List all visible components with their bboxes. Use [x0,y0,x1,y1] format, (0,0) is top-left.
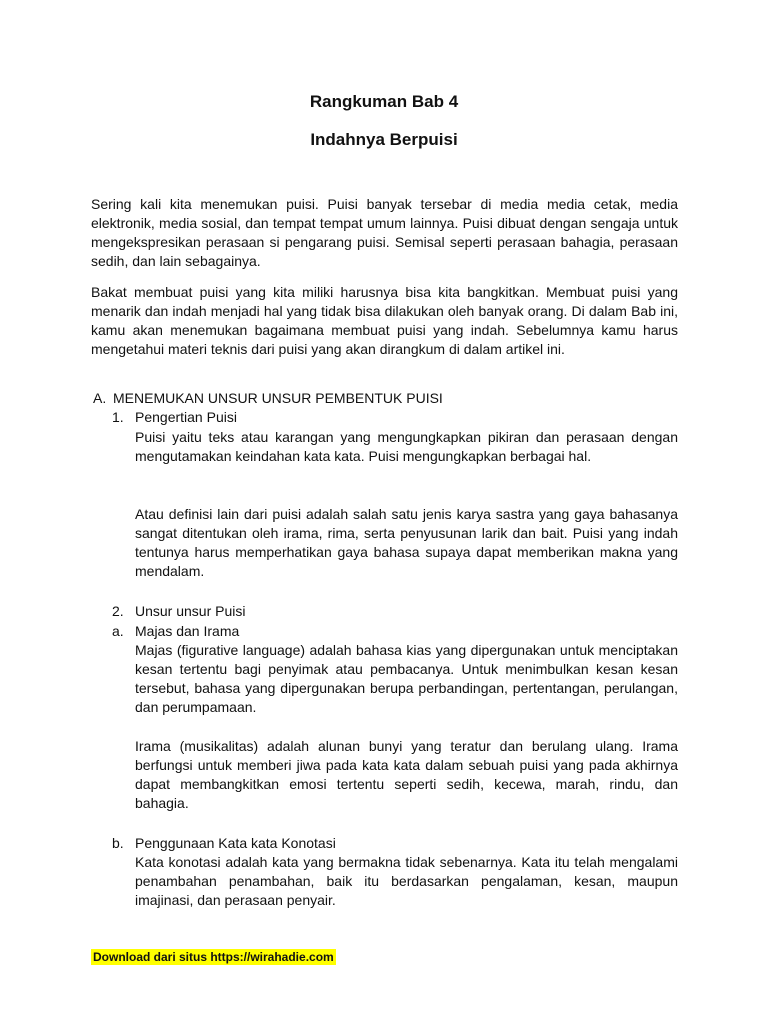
document-title: Rangkuman Bab 4 [309,92,459,111]
list-item-label: Penggunaan Kata kata Konotasi [135,835,336,851]
list-item-label: Majas dan Irama [135,623,240,639]
intro-paragraph-2: Bakat membuat puisi yang kita miliki harusnya bisa kita bangkitkan. Membuat puisi yang menarik dan indah menjadi hal yang tidak bisa dilakukan oleh banyak orang. Di dalam Bab ini, kamu akan menemukan bagaimana membuat puisi yang indah. Sebelumnya kamu harus mengetahui materi teknis dari puisi yang akan dirangkum di dalam artikel ini. [91,284,678,357]
pengertian-text-1: Puisi yaitu teks atau karangan yang mengungkapkan pikiran dan perasaan dengan mengutamakan keindahan kata kata. Puisi mengungkapkan berbagai hal. [135,429,678,464]
intro-paragraph-1: Sering kali kita menemukan puisi. Puisi banyak tersebar di media media cetak, media elektronik, media sosial, dan tempat tempat umum lainnya. Puisi dibuat dengan sengaja untuk mengekspresikan perasaan si pengarang puisi. Semisal seperti perasaan bahagia, perasaan sedih, dan lain sebagainya. [91,196,678,269]
list-marker: 1. [112,409,124,425]
list-marker: b. [112,835,124,851]
list-item-label: Unsur unsur Puisi [135,603,246,619]
pengertian-text-2: Atau definisi lain dari puisi adalah salah satu jenis karya sastra yang gaya bahasanya sangat ditentukan oleh irama, rima, serta penyusunan larik dan bait. Puisi yang indah tentunya harus memperhatikan gaya bahasa supaya dapat memberikan makna yang mendalam. [135,506,678,579]
document-subtitle: Indahnya Berpuisi [310,130,458,149]
list-marker: a. [112,623,124,639]
section-label: MENEMUKAN UNSUR UNSUR PEMBENTUK PUISI [113,390,443,406]
list-marker: 2. [112,603,124,619]
irama-text: Irama (musikalitas) adalah alunan bunyi yang teratur dan berulang ulang. Irama berfungsi untuk memberi jiwa pada kata kata dalam sebuah puisi yang pada akhirnya dapat membangkitkan emosi tertentu seperti sedih, kecewa, marah, rindu, dan bahagia. [135,738,678,811]
list-marker: A. [93,390,107,406]
list-item-label: Pengertian Puisi [135,409,237,425]
footer-download-link[interactable]: Download dari situs https://wirahadie.com [93,950,334,964]
majas-text: Majas (figurative language) adalah bahasa kias yang dipergunakan untuk menciptakan kesan tertentu bagi penyimak atau pembacanya. Untuk menimbulkan kesan kesan tersebut, bahasa yang dipergunakan berupa perbandingan, pertentangan, perulangan, dan perumpamaan. [135,642,678,715]
konotasi-text: Kata konotasi adalah kata yang bermakna tidak sebenarnya. Kata itu telah mengalami penambahan penambahan, baik itu berdasarkan pengalaman, kesan, maupun imajinasi, dan perasaan penyair. [135,854,678,908]
